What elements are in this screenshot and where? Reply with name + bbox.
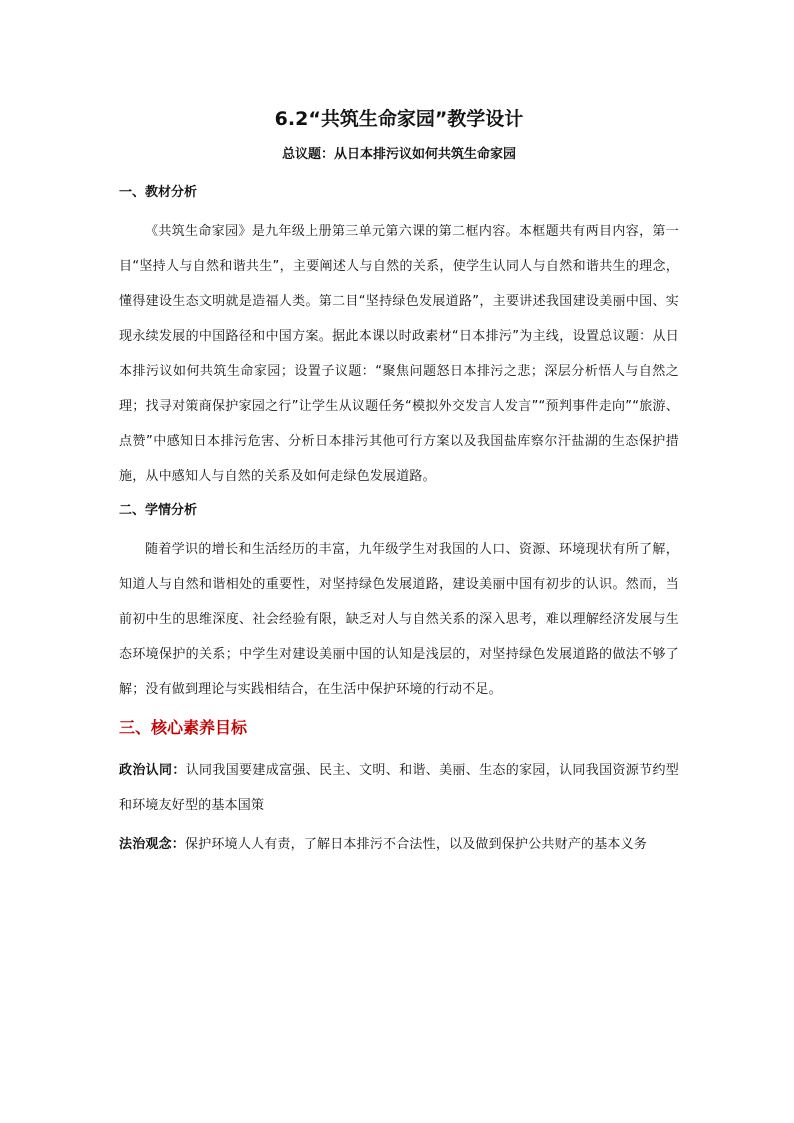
document-body bbox=[119, 104, 679, 866]
core-goal-item-legal bbox=[119, 827, 679, 862]
section-heading-student-analysis: 二、学情分析 bbox=[119, 503, 198, 518]
section-paragraph-textbook-analysis: 《共筑生命家园》是九年级上册第三单元第六课的第二框内容。本框题共有两目内容，第一目“坚持人与自然和谐共生”，主要阐述人与自然的关系，使学生认同人与自然和谐共生的理念，懂得建设生态文明就是造福人类。第二目“坚持绿色发展道路”，主要讲述我国建设美丽中国、实现永续发展的中国路径和中国方案。据此本课以时政素材“日本排污”为主线，设置总议题：从日本排污议如何共筑生命家园；设置子议题：“聚焦问题怒日本排污之悲；深层分析悟人与自然之理；找寻对策商保护家园之行”让学生从议题任务“模拟外交发言人发言”“预判事件走向”“旅游、点赞”中感知日本排污危害、分析日本排污其他可行方案以及我国盐库察尔汗盐湖的生态保护措施，从中感知人与自然的关系及如何走绿色发展道路。 bbox=[119, 224, 679, 484]
document-title: 6.2“共筑生命家园”教学设计 bbox=[274, 108, 524, 130]
core-goal-text: 保护环境人人有责，了解日本排污不合法性，以及做到保护公共财产的基本义务 bbox=[185, 837, 648, 852]
core-goal-label: 政治认同： bbox=[119, 763, 186, 778]
section-heading-core-goals: 三、核心素养目标 bbox=[119, 718, 248, 737]
core-goal-text: 认同我国要建成富强、民主、文明、和谐、美丽、生态的家园，认同我国资源节约型和环境友好型的基本国策 bbox=[119, 763, 679, 813]
document-subtitle: 总议题：从日本排污议如何共筑生命家园 bbox=[281, 147, 516, 162]
core-goal-label: 法治观念： bbox=[119, 837, 186, 852]
section-heading-textbook-analysis: 一、教材分析 bbox=[119, 185, 198, 200]
core-goal-item-political bbox=[119, 753, 679, 823]
section-paragraph-student-analysis: 随着学识的增长和生活经历的丰富，九年级学生对我国的人口、资源、环境现状有所了解，知道人与自然和谐相处的重要性，对坚持绿色发展道路，建设美丽中国有初步的认识。然而，当前初中生的思维深度、社会经验有限，缺乏对人与自然关系的深入思考，难以理解经济发展与生态环境保护的关系；中学生对建设美丽中国的认知是浅层的，对坚持绿色发展道路的做法不够了解；没有做到理论与实践相结合，在生活中保护环境的行动不足。 bbox=[119, 542, 679, 697]
